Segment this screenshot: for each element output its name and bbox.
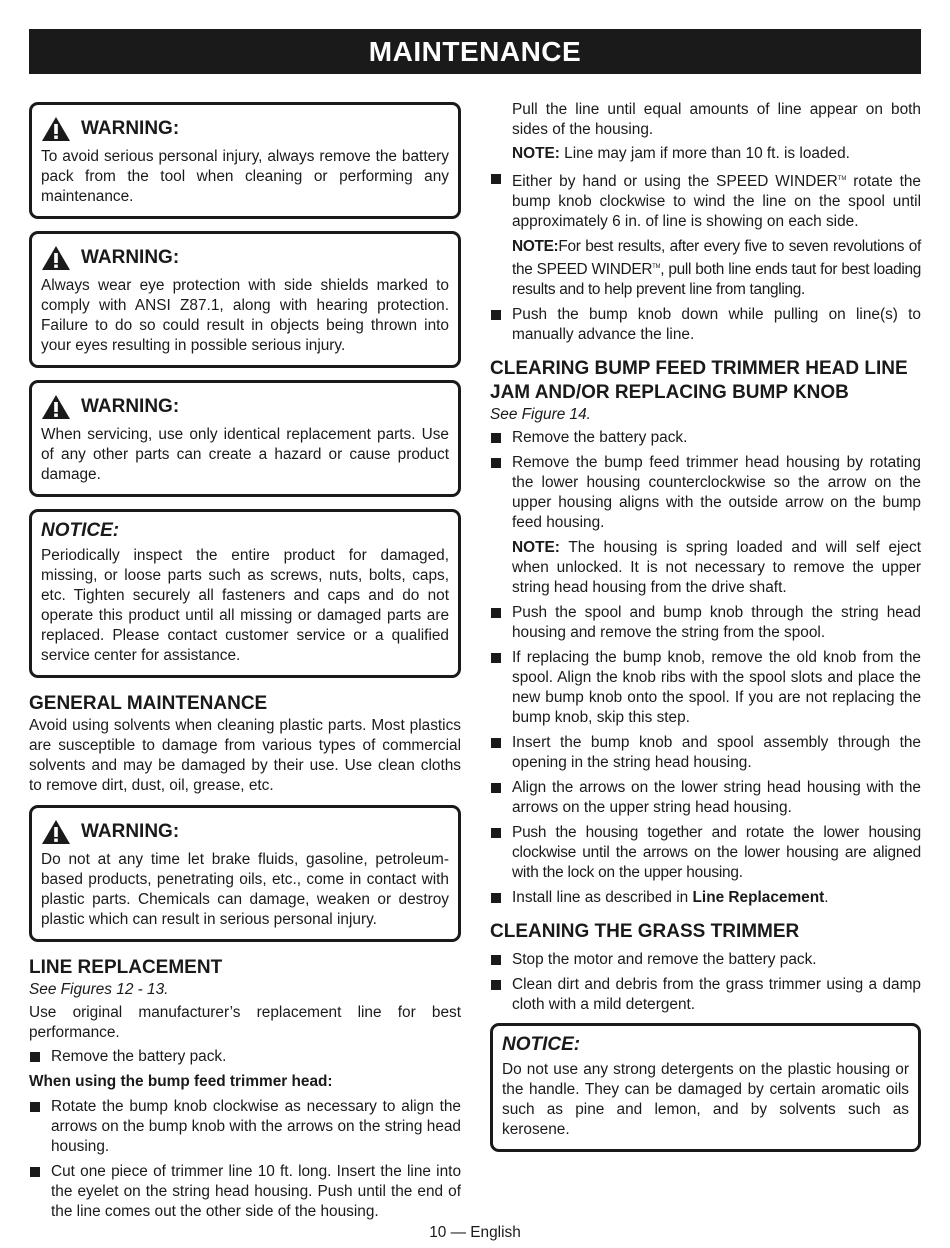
bullet-square-icon — [491, 955, 501, 965]
list-item: Push the housing together and rotate the lower housing clockwise until the arrows on the lower housing are aligned with the lock on the upper housing. — [490, 823, 921, 883]
note-spring-loaded: NOTE: The housing is spring loaded and will self eject when unlocked. It is not necessary to remove the upper string head housing from the drive shaft. — [512, 539, 922, 597]
notice-title: NOTICE: — [502, 1034, 581, 1056]
bullet-square-icon — [491, 653, 501, 663]
bump-feed-list — [29, 1097, 461, 1222]
list-item: Push the spool and bump knob through the string head housing and remove the string from the spool. — [490, 603, 921, 643]
warning-box-battery — [29, 102, 461, 219]
notice-text: Periodically inspect the entire product for damaged, missing, or loose parts such as screws, nuts, bolts, caps, etc. Tighten securely all fasteners and caps and do not operate this product until all missing or damaged parts are replaced. Please contact customer service or a qualified service center for assistance. — [41, 547, 449, 664]
page-header: MAINTENANCE — [29, 29, 921, 74]
list-item: Remove the bump feed trimmer head housing by rotating the lower housing counterclockwise so the arrow on the upper housing aligns with the outside arrow on the bump feed housing. — [490, 453, 921, 533]
warning-box-replacement-parts — [29, 380, 461, 497]
bullet-square-icon — [491, 980, 501, 990]
warning-text: To avoid serious personal injury, always remove the battery pack from the tool when cleaning or performing any maintenance. — [41, 148, 449, 205]
list-item: Rotate the bump knob clockwise as necessary to align the arrows on the bump knob with the arrows on the string head housing. — [29, 1097, 461, 1157]
bullet-square-icon — [491, 608, 501, 618]
clearing-jam-list — [490, 428, 921, 533]
advance-line-list — [490, 305, 921, 345]
bullet-square-icon — [30, 1052, 40, 1062]
bullet-square-icon — [491, 458, 501, 468]
clearing-jam-heading: CLEARING BUMP FEED TRIMMER HEAD LINE JAM AND/OR REPLACING BUMP KNOB — [490, 358, 908, 404]
list-item: Stop the motor and remove the battery pack. — [490, 950, 921, 970]
warning-title: WARNING: — [81, 396, 180, 417]
bullet-square-icon — [491, 783, 501, 793]
warning-title: WARNING: — [81, 118, 180, 139]
bullet-square-icon — [491, 893, 501, 903]
note-line-jam: NOTE: Line may jam if more than 10 ft. is loaded. — [512, 145, 850, 162]
notice-title: NOTICE: — [41, 520, 120, 541]
bullet-square-icon — [491, 738, 501, 748]
list-item: Align the arrows on the lower string head housing with the arrows on the upper string head housing. — [490, 778, 921, 818]
general-maintenance-heading: GENERAL MAINTENANCE — [29, 693, 268, 714]
right-column — [490, 100, 921, 1164]
line-replacement-list — [29, 1047, 461, 1067]
list-item: Clean dirt and debris from the grass trimmer using a damp cloth with a mild detergent. — [490, 975, 921, 1015]
list-item: Cut one piece of trimmer line 10 ft. long. Insert the line into the eyelet on the string head housing. Push until the end of the line comes out the other side of the housing. — [29, 1162, 461, 1222]
list-item: Remove the battery pack. — [490, 428, 921, 448]
warning-triangle-icon — [41, 819, 71, 845]
bullet-square-icon — [491, 828, 501, 838]
figure-reference: See Figures 12 - 13. — [29, 981, 169, 998]
warning-triangle-icon — [41, 394, 71, 420]
warning-triangle-icon — [41, 116, 71, 142]
warning-title: WARNING: — [81, 821, 180, 842]
bump-feed-subheading: When using the bump feed trimmer head: — [29, 1073, 333, 1090]
list-item: Either by hand or using the SPEED WINDER™ rotate the bump knob clockwise to wind the line on the spool until approximately 6 in. of line is showing on each side. — [490, 169, 921, 232]
list-item: Insert the bump knob and spool assembly through the opening in the string head housing. — [490, 733, 921, 773]
bullet-square-icon — [491, 310, 501, 320]
notice-box-detergents — [490, 1023, 921, 1152]
bullet-square-icon — [30, 1167, 40, 1177]
warning-triangle-icon — [41, 245, 71, 271]
bullet-square-icon — [491, 174, 501, 184]
warning-title: WARNING: — [81, 247, 180, 268]
figure-reference: See Figure 14. — [490, 406, 591, 424]
bullet-square-icon — [30, 1102, 40, 1112]
bullet-square-icon — [491, 433, 501, 443]
page-footer: 10 — English — [429, 1224, 521, 1241]
continued-text: Pull the line until equal amounts of line appear on both sides of the housing. — [512, 101, 921, 138]
general-maintenance-text: Avoid using solvents when cleaning plastic parts. Most plastics are susceptible to damage from various types of commercial solvents and may be damaged by their use. Use clean cloths to remove dirt, dust, oil, grease, etc. — [29, 717, 461, 794]
list-item: Push the bump knob down while pulling on line(s) to manually advance the line. — [490, 305, 921, 345]
warning-box-eye-protection — [29, 231, 461, 368]
cleaning-heading: CLEANING THE GRASS TRIMMER — [490, 921, 800, 943]
winding-list — [490, 169, 921, 232]
warning-text: Do not at any time let brake fluids, gasoline, petroleum-based products, penetrating oils, etc., come in contact with plastic parts. Chemicals can damage, weaken or destroy plastic which can result in serious personal injury. — [41, 851, 449, 928]
warning-text: When servicing, use only identical replacement parts. Use of any other parts can create a hazard or cause product damage. — [41, 426, 449, 483]
clearing-jam-list-continued — [490, 603, 921, 908]
list-item: Install line as described in Line Replacement. — [490, 888, 921, 908]
left-column — [29, 102, 461, 1227]
list-item: Remove the battery pack. — [29, 1047, 461, 1067]
note-best-results: NOTE:For best results, after every five to seven revolutions of the SPEED WINDER™, pull both line ends taut for best loading results and to help prevent line from tangling. — [512, 238, 921, 299]
list-item: If replacing the bump knob, remove the old knob from the spool. Align the knob ribs with the spool slots and place the new bump knob onto the spool. If you are not replacing the bump knob, skip this step. — [490, 648, 921, 728]
warning-text: Always wear eye protection with side shields marked to comply with ANSI Z87.1, along with hearing protection. Failure to do so could result in objects being thrown into your eyes resulting in possible serious injury. — [41, 277, 449, 354]
cleaning-list — [490, 950, 921, 1015]
line-replacement-heading: LINE REPLACEMENT — [29, 957, 223, 978]
notice-text: Do not use any strong detergents on the plastic housing or the handle. They can be damaged by certain aromatic oils such as pine and lemon, and by solvents such as kerosene. — [502, 1061, 909, 1139]
warning-box-chemicals — [29, 805, 461, 942]
line-replacement-text: Use original manufacturer’s replacement line for best performance. — [29, 1004, 461, 1041]
notice-box-inspect — [29, 509, 461, 678]
